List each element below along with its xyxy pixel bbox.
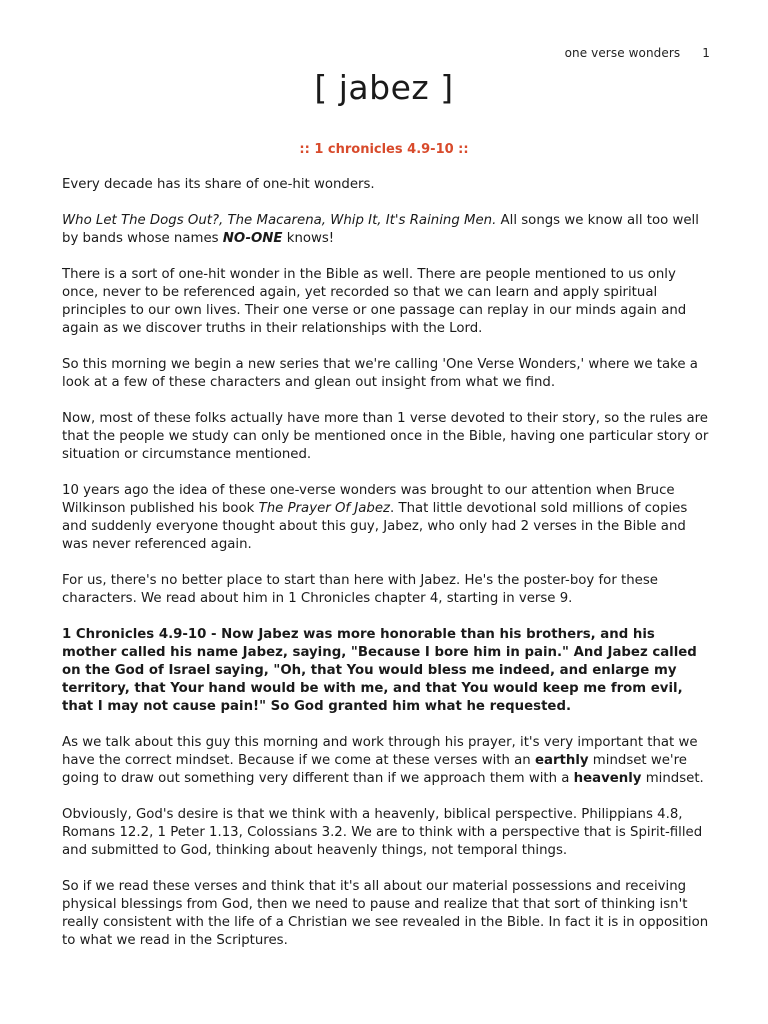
paragraph-4: So this morning we begin a new series that we're calling 'One Verse Wonders,' where we take a look at a few of these characters and glean out insight from what we find. <box>62 357 698 390</box>
heavenly-emphasis: heavenly <box>573 771 642 786</box>
paragraph-9-text-a: As we talk about this guy this morning and work through his prayer, it's very important that we have the correct mindset. Because if we come at these verses with an <box>62 735 698 768</box>
paragraph-7: For us, there's no better place to start than here with Jabez. He's the poster-boy for these characters. We read about him in 1 Chronicles chapter 4, starting in verse 9. <box>62 573 658 606</box>
paragraph-9 <box>62 734 710 788</box>
scripture-reference-subtitle: :: 1 chronicles 4.9-10 :: <box>299 142 469 157</box>
no-one-emphasis: NO-ONE <box>222 231 283 246</box>
paragraph-9-text-c: mindset. <box>641 771 704 786</box>
paragraph-2-text-a: All songs we know all too well by bands whose names <box>62 213 699 246</box>
paragraph-3: There is a sort of one-hit wonder in the Bible as well. There are people mentioned to us only once, never to be referenced again, yet recorded so that we can learn and apply spiritual principles to our own lives. Their one verse or one passage can replay in our minds again and again as we discover truths in their relationships with the Lord. <box>62 267 687 336</box>
book-title: The Prayer Of Jabez <box>258 501 390 516</box>
song-titles: Who Let The Dogs Out?, The Macarena, Whip It, It's Raining Men. <box>62 213 497 228</box>
paragraph-2-text-b: knows! <box>282 231 335 246</box>
paragraph-6-text-a: 10 years ago the idea of these one-verse wonders was brought to our attention when Bruce Wilkinson published his book <box>62 483 675 516</box>
paragraph-11: So if we read these verses and think that it's all about our material possessions and receiving physical blessings from God, then we need to pause and realize that that sort of thinking isn't really consistent with the life of a Christian we see revealed in the Bible. In fact it is in opposition to what we read in the Scriptures. <box>62 879 709 948</box>
scripture-passage: 1 Chronicles 4.9-10 - Now Jabez was more honorable than his brothers, and his mother called his name Jabez, saying, "Because I bore him in pain." And Jabez called on the God of Israel saying, "Oh, that You would bless me indeed, and enlarge my territory, that Your hand would be with me, and that You would keep me from evil, that I may not cause pain!" So God granted him what he requested. <box>62 627 697 714</box>
paragraph-6 <box>62 482 710 554</box>
page-number: 1 <box>702 46 710 60</box>
running-title: one verse wonders <box>564 46 681 60</box>
document-title: [ jabez ] <box>314 68 454 107</box>
paragraph-2 <box>62 212 710 248</box>
paragraph-6-text-b: . That little devotional sold millions of copies and suddenly everyone thought about this guy, Jabez, who only had 2 verses in the Bible and was never referenced again. <box>62 501 688 552</box>
paragraph-9-text-b: mindset we're going to draw out something very different than if we approach them with a <box>62 753 687 786</box>
running-header <box>565 46 710 60</box>
paragraph-5: Now, most of these folks actually have more than 1 verse devoted to their story, so the rules are that the people we study can only be mentioned once in the Bible, having one particular story or situation or circumstance mentioned. <box>62 411 709 462</box>
paragraph-10: Obviously, God's desire is that we think with a heavenly, biblical perspective. Philippians 4.8, Romans 12.2, 1 Peter 1.13, Colossians 3.2. We are to think with a perspective that is Spirit-filled and submitted to God, thinking about heavenly things, not temporal things. <box>62 807 703 858</box>
paragraph-1: Every decade has its share of one-hit wonders. <box>62 177 375 192</box>
earthly-emphasis: earthly <box>534 753 589 768</box>
document-body <box>62 176 710 968</box>
